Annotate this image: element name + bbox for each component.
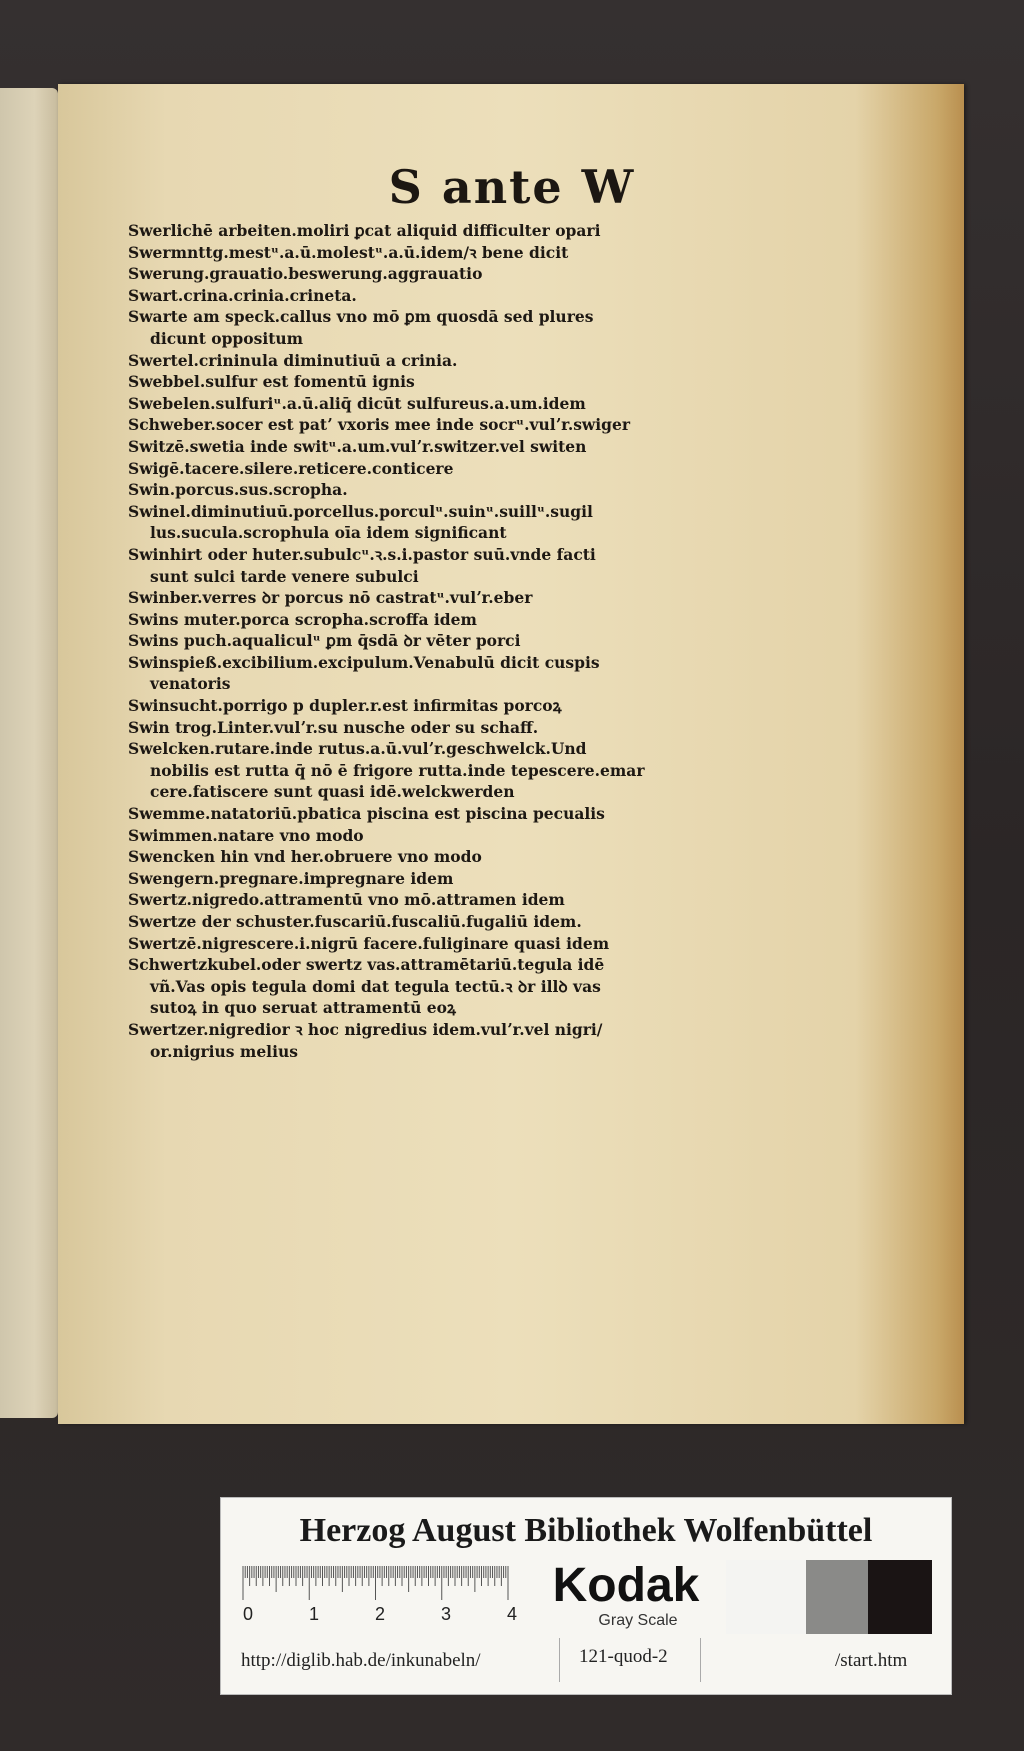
entry-headline: Schwertzkubel.oder swertz vas.attramētariū.tegula idē (128, 955, 605, 975)
entry-headline: Swart.crina.crinia.crineta. (128, 285, 357, 305)
entry-headline: Swencken hin vnd her.obruere vno modo (128, 847, 482, 867)
dictionary-entry (128, 242, 698, 264)
dictionary-entry (128, 717, 698, 739)
gray-swatch-light (726, 1560, 806, 1634)
dictionary-entry (128, 306, 698, 349)
entry-headline: Swarte am speck.callus vno mō ꝑm quosdā sed plures (128, 307, 594, 327)
dictionary-entry (128, 933, 698, 955)
dictionary-entry (128, 544, 698, 587)
entry-headline: Swertel.crininula diminutiuū a crinia. (128, 350, 458, 370)
dictionary-entry (128, 285, 698, 307)
library-color-card (220, 1497, 952, 1695)
entry-headline: Swebbel.sulfur est fomentū ignis (128, 372, 415, 392)
dictionary-entry (128, 825, 698, 847)
dictionary-entry (128, 889, 698, 911)
dictionary-entries (128, 220, 698, 1062)
dictionary-entry (128, 652, 698, 695)
dictionary-entry (128, 371, 698, 393)
dictionary-entry (128, 630, 698, 652)
ruler-number: 3 (441, 1604, 452, 1624)
entry-continuation: sunt sulci tarde venere subulci (150, 566, 419, 586)
entry-headline: Swertzer.nigredior ꝛ hoc nigredius idem.vulʼr.vel nigri/ (128, 1019, 603, 1039)
entry-headline: Swertzē.nigrescere.i.nigrū facere.fuliginare quasi idem (128, 933, 610, 953)
entry-continuation: dicunt oppositum (150, 328, 304, 348)
entry-continuation: nobilis est rutta q̄ nō ē frigore rutta.inde tepescere.emar (150, 760, 645, 780)
gray-swatch-dark (868, 1560, 932, 1634)
dictionary-entry (128, 436, 698, 458)
entry-headline: Swins puch.aqualiculᵘ ꝑm q̄sdā ꝺr vēter porci (128, 631, 521, 651)
entry-headline: Swin.porcus.sus.scropha. (128, 480, 348, 500)
entry-headline: Swertz.nigredo.attramentū vno mō.attramen idem (128, 890, 565, 910)
entry-headline: Schweber.socer est patʼ vxoris mee inde socrᵘ.vulʼr.swiger (128, 415, 631, 435)
entry-headline: Swigē.tacere.silere.reticere.conticere (128, 458, 454, 478)
dictionary-entry (128, 695, 698, 717)
entry-headline: Swertze der schuster.fuscariū.fuscaliū.fugaliū idem. (128, 912, 582, 931)
dictionary-entry (128, 954, 698, 1019)
entry-headline: Switzē.swetia inde switᵘ.a.um.vulʼr.switzer.vel switen (128, 436, 587, 456)
library-name: Herzog August Bibliothek Wolfenbüttel (299, 1512, 873, 1549)
dictionary-entry (128, 414, 698, 436)
url-base: http://diglib.hab.de/inkunabeln/ (241, 1650, 481, 1671)
entry-headline: Swelcken.rutare.inde rutus.a.ū.vulʼr.geschwelck.Und (128, 739, 587, 759)
ruler-number: 4 (507, 1604, 518, 1624)
entry-headline: Swemme.natatoriū.pbatica piscina est piscina pecualis (128, 804, 605, 824)
dictionary-entry (128, 609, 698, 631)
ruler-number: 1 (309, 1604, 320, 1624)
dictionary-entry (128, 220, 698, 242)
ruler-number: 2 (375, 1604, 386, 1624)
entry-headline: Swin trog.Linter.vulʼr.su nusche oder su schaff. (128, 717, 539, 737)
entry-headline: Swinhirt oder huter.subulcᵘ.ꝛ.s.i.pastor suū.vnde facti (128, 544, 596, 564)
entry-headline: Swinspieß.excibilium.excipulum.Venabulū dicit cuspis (128, 652, 600, 672)
kodak-logo: Kodak (552, 1559, 700, 1612)
dictionary-entry (128, 458, 698, 480)
dictionary-entry (128, 803, 698, 825)
dictionary-entry (128, 350, 698, 372)
page-heading: S ante W (388, 160, 636, 214)
entry-continuation: vñ.Vas opis tegula domi dat tegula tectū.ꝛ ꝺr illꝺ vas (150, 976, 601, 996)
entry-headline: Swinel.diminutiuū.porcellus.porculᵘ.suinᵘ.suillᵘ.sugil (128, 501, 593, 521)
shelfmark: 121-quod-2 (579, 1646, 668, 1667)
dictionary-entry (128, 587, 698, 609)
ruler-number: 0 (243, 1604, 254, 1624)
dictionary-entry (128, 1019, 698, 1062)
dictionary-entry (128, 393, 698, 415)
entry-headline: Swerung.grauatio.beswerung.aggrauatio (128, 264, 483, 284)
dictionary-entry (128, 738, 698, 803)
entry-headline: Swerlichē arbeiten.moliri ꝑcat aliquid difficulter opari (128, 221, 601, 240)
gray-scale-label: Gray Scale (598, 1612, 678, 1629)
dictionary-entry (128, 479, 698, 501)
entry-continuation: venatoris (150, 674, 231, 694)
entry-headline: Swinsucht.porrigo p dupler.r.est infirmitas porcoꝝ (128, 696, 562, 716)
entry-headline: Swins muter.porca scropha.scroffa idem (128, 609, 477, 629)
entry-continuation: cere.fatiscere sunt quasi idē.welckwerden (150, 782, 515, 802)
entry-headline: Swebelen.sulfuriᵘ.a.ū.aliq̄ dicūt sulfureus.a.um.idem (128, 393, 586, 413)
dictionary-entry (128, 846, 698, 868)
dictionary-entry (128, 263, 698, 285)
entry-continuation: or.nigrius melius (150, 1041, 298, 1061)
dictionary-entry (128, 911, 698, 933)
dictionary-entry (128, 868, 698, 890)
gray-swatch-mid (806, 1560, 868, 1634)
entry-continuation: sutoꝝ in quo seruat attramentū eoꝝ (150, 998, 456, 1018)
left-page-edge (0, 88, 58, 1418)
entry-headline: Swimmen.natare vno modo (128, 825, 364, 845)
entry-headline: Swermnttg.mestᵘ.a.ū.molestᵘ.a.ū.idem/ꝛ bene dicit (128, 242, 569, 262)
url-end: /start.htm (835, 1650, 908, 1671)
dictionary-entry (128, 501, 698, 544)
entry-continuation: lus.sucula.scrophula oīa idem significant (150, 523, 507, 543)
entry-headline: Swinber.verres ꝺr porcus nō castratᵘ.vulʼr.eber (128, 588, 533, 608)
measurement-ruler (241, 1564, 561, 1624)
entry-headline: Swengern.pregnare.impregnare idem (128, 868, 454, 888)
